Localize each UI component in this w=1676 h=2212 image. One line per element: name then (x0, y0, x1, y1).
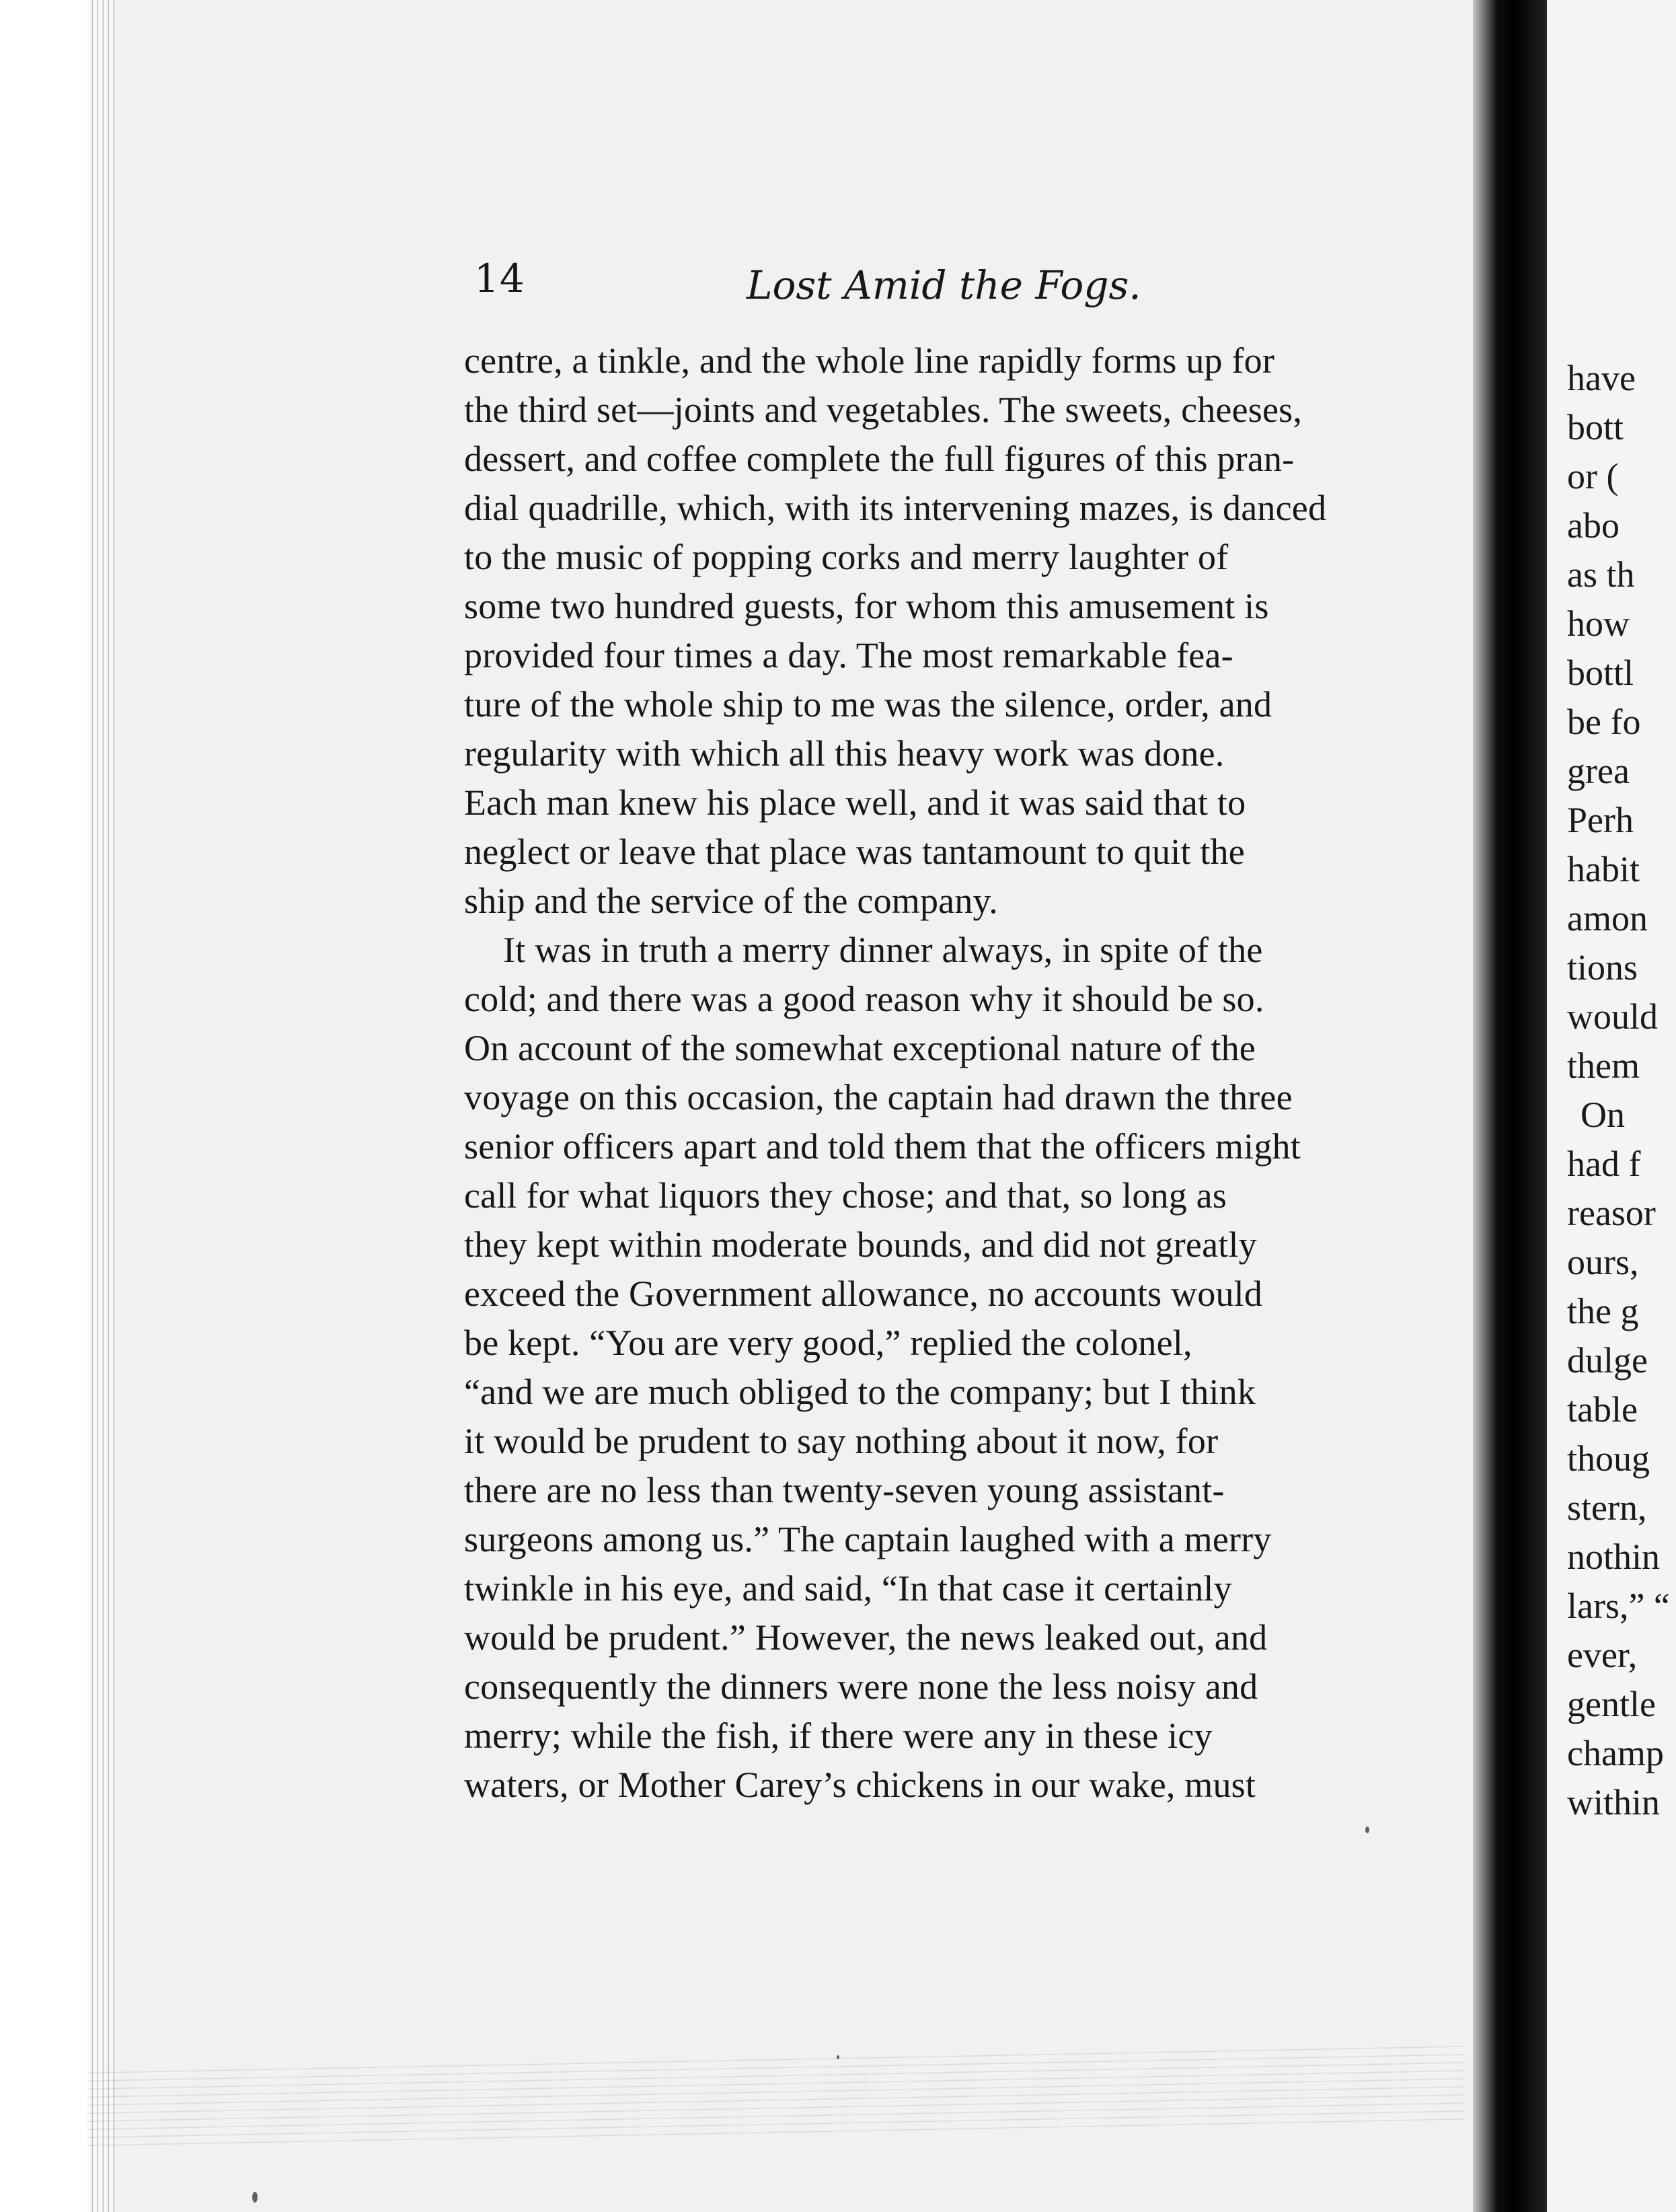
body-line: voyage on this occasion, the captain had drawn the three (464, 1077, 1293, 1117)
body-line: regularity with which all this heavy work was done. (464, 733, 1225, 774)
right-line: as th (1567, 554, 1635, 595)
right-line: tions (1567, 947, 1638, 988)
right-line: would (1567, 996, 1658, 1037)
right-line: or ( (1567, 456, 1619, 496)
body-line: exceed the Government allowance, no accounts would (464, 1274, 1263, 1314)
right-line: them (1567, 1045, 1640, 1086)
right-line: reasor (1567, 1193, 1656, 1233)
body-line: would be prudent.” However, the news leaked out, and (464, 1617, 1268, 1658)
body-line: surgeons among us.” The captain laughed with a merry (464, 1519, 1272, 1559)
body-line: the third set—joints and vegetables. The sweets, cheeses, (464, 390, 1303, 430)
page-number: 14 (474, 256, 525, 301)
right-line: amon (1567, 898, 1648, 938)
right-page-fragment (1547, 0, 1676, 2212)
body-line: to the music of popping corks and merry laughter of (464, 537, 1229, 577)
right-line: bott (1567, 407, 1624, 447)
book-gutter (1473, 0, 1547, 2212)
body-line: some two hundred guests, for whom this amusement is (464, 586, 1269, 626)
body-line: “and we are much obliged to the company; but I think (464, 1372, 1256, 1412)
body-line: dial quadrille, which, with its intervening mazes, is danced (464, 488, 1327, 528)
body-line: there are no less than twenty-seven young assistant- (464, 1470, 1225, 1510)
body-line: consequently the dinners were none the less noisy and (464, 1666, 1258, 1707)
right-line: dulge (1567, 1340, 1648, 1380)
body-line: be kept. “You are very good,” replied the colonel, (464, 1323, 1192, 1363)
right-line: grea (1567, 751, 1630, 791)
right-line: nothin (1567, 1537, 1661, 1577)
body-line: provided four times a day. The most remarkable fea- (464, 635, 1233, 675)
body-text (464, 336, 1352, 1810)
right-line: gentle (1567, 1684, 1656, 1724)
body-line: It was in truth a merry dinner always, in spite of the (503, 930, 1263, 970)
right-line: thoug (1567, 1438, 1650, 1479)
scan-speck (1365, 1827, 1369, 1833)
right-line: abo (1567, 505, 1620, 546)
body-line: ship and the service of the company. (464, 881, 998, 921)
body-line: they kept within moderate bounds, and did not greatly (464, 1224, 1257, 1265)
running-head: Lost Amid the Fogs. (747, 262, 1141, 308)
body-line: call for what liquors they chose; and that, so long as (464, 1175, 1227, 1216)
right-line: had f (1567, 1144, 1641, 1184)
body-line: Each man knew his place well, and it was said that to (464, 782, 1246, 823)
body-line: waters, or Mother Carey’s chickens in our wake, must (464, 1765, 1256, 1805)
body-line: ture of the whole ship to me was the silence, order, and (464, 684, 1272, 725)
scan-margin (0, 0, 101, 2212)
body-line: dessert, and coffee complete the full figures of this pran- (464, 439, 1295, 479)
right-line: champ (1567, 1733, 1664, 1773)
scan-speck (837, 2055, 839, 2059)
right-line: ever, (1567, 1635, 1638, 1675)
right-line: Perh (1567, 800, 1634, 840)
body-line: it would be prudent to say nothing about it now, for (464, 1421, 1219, 1461)
right-line: within (1567, 1782, 1661, 1822)
body-line: centre, a tinkle, and the whole line rapidly forms up for (464, 340, 1275, 381)
right-line: stern, (1567, 1487, 1647, 1528)
right-line: be fo (1567, 702, 1641, 742)
right-line: bottl (1567, 653, 1634, 693)
body-line: merry; while the fish, if there were any in these icy (464, 1716, 1213, 1756)
body-line: cold; and there was a good reason why it should be so. (464, 979, 1264, 1019)
right-line: table (1567, 1389, 1638, 1430)
right-line: have (1567, 358, 1636, 398)
body-line: On account of the somewhat exceptional nature of the (464, 1028, 1256, 1068)
right-line: On (1580, 1095, 1625, 1135)
right-line: ours, (1567, 1242, 1639, 1282)
right-line: how (1567, 603, 1630, 644)
body-line: senior officers apart and told them that the officers might (464, 1126, 1301, 1167)
right-line: lars,” “ (1567, 1586, 1670, 1626)
right-line: the g (1567, 1291, 1639, 1331)
scan-speck (252, 2192, 258, 2203)
right-line: habit (1567, 849, 1640, 889)
body-line: neglect or leave that place was tantamount to quit the (464, 832, 1245, 872)
body-line: twinkle in his eye, and said, “In that case it certainly (464, 1568, 1232, 1609)
right-page-text (1567, 354, 1676, 1827)
